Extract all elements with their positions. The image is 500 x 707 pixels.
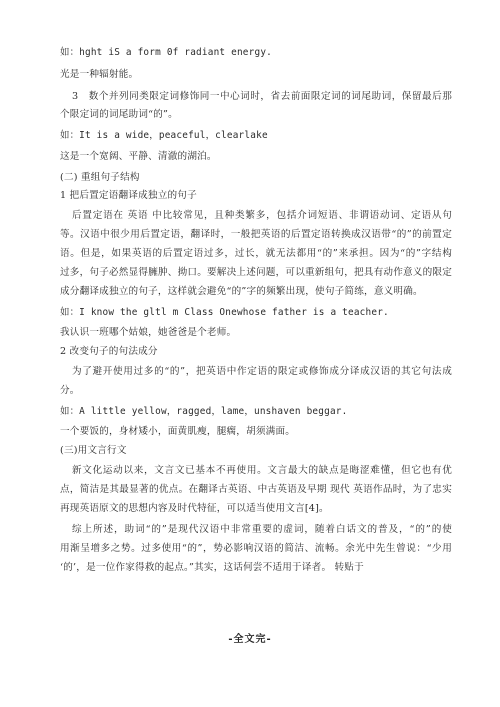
para-postpositive-line-4: 过多，句子必然显得臃肿、拗口。要解决上述问题，可以重新组句，把具有动作意义的限定	[60, 267, 452, 278]
para-postpositive-line-5: 成分翻译成独立的句子，这样就会避免“的”字的频繁出现，使句子简练，意义明确。	[60, 286, 423, 297]
rule-3-line-2: 个限定词的词尾助词“的”。	[60, 109, 178, 120]
rule-3-line-1: 3 数个并列同类限定词修饰同一中心词时，省去前面限定词的词尾助词，保留最后那	[72, 91, 452, 102]
example-sentence-light: 如：hght iS a form 0f radiant energy.	[60, 47, 273, 58]
para-postpositive-line-1: 后置定语在 英语 中比较常见，且种类繁多，包括介词短语、非谓语动词、定语从句	[72, 210, 452, 221]
para-summary-line-2: 用渐呈增多之势。过多使用“的”，势必影响汉语的简洁、流畅。余光中先生曾说：“少用	[60, 543, 452, 554]
translation-girl: 我认识一班哪个姑娘，她爸爸是个老师。	[60, 327, 237, 338]
translation-beggar: 一个要饭的，身材矮小，面黄肌瘦，腿瘸，胡须满面。	[60, 426, 296, 437]
para-summary-line-3: ‘的’，是一位作家得救的起点。”其实，这话何尝不适用于译者。 转贴于	[60, 562, 364, 573]
para-syntax-line-1: 为了避开使用过多的“的”，把英语中作定语的限定或修饰成分译成汉语的其它句法成	[72, 366, 452, 377]
para-postpositive-line-2: 等。汉语中很少用后置定语，翻译时，一般把英语的后置定语转换成汉语带“的”的前置定	[60, 229, 452, 240]
subheading-2: 2 改变句子的句法成分	[60, 346, 158, 357]
section-heading-2: (二) 重组句子结构	[60, 172, 140, 183]
para-classical-line-1: 新文化运动以来，文言文已基本不再使用。文言最大的缺点是晦涩难懂，但它也有优	[72, 465, 452, 476]
end-of-text-marker: -全文完-	[228, 634, 272, 645]
example-sentence-lake: 如：It is a wide，peaceful，clearlake	[60, 130, 268, 141]
subheading-1: 1 把后置定语翻译成独立的句子	[60, 190, 197, 201]
para-syntax-line-2: 分。	[60, 385, 80, 396]
para-summary-line-1: 综上所述，助词“的”是现代汉语中非常重要的虚词，随着白话文的普及，“的”的使	[72, 524, 452, 535]
example-sentence-beggar: 如：A little yellow，ragged，lame，unshaven beggar.	[60, 406, 348, 417]
example-sentence-girl: 如：I know the gltl m Class Onewhose father is a teacher.	[60, 307, 389, 318]
para-classical-line-2: 点，简洁是其最显著的优点。在翻译古英语、中古英语及早期 现代 英语作品时，为了忠实	[60, 484, 452, 495]
translation-light: 光是一种辐射能。	[60, 69, 139, 80]
para-classical-line-3: 再现英语原文的思想内容及时代特征，可以适当使用文言[4]。	[60, 503, 329, 514]
para-postpositive-line-3: 语。但是，如果英语的后置定语过多，过长，就无法都用“的”来承担。因为“的”字结构	[60, 248, 452, 259]
section-heading-3: (三)用文言行文	[60, 445, 127, 456]
translation-lake: 这是一个宽阔、平静、清澈的湖泊。	[60, 151, 217, 162]
